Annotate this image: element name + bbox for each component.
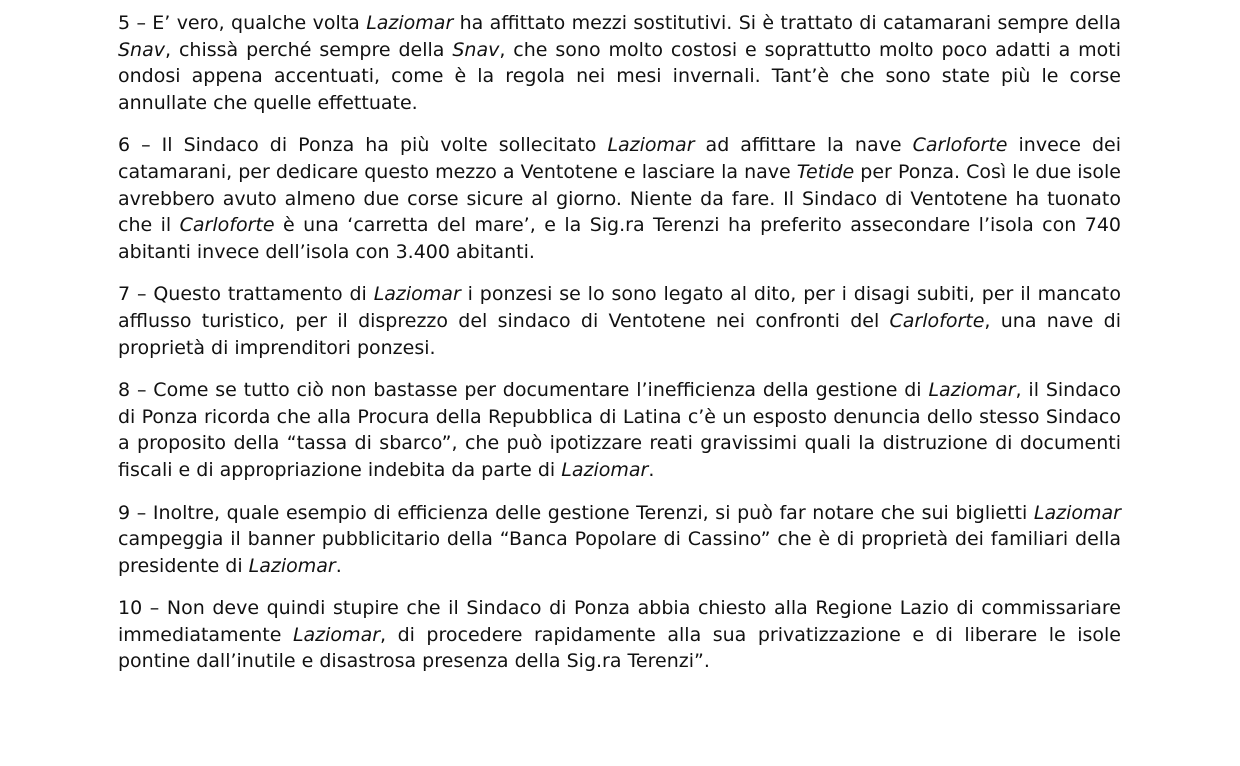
text-segment: campeggia il banner pubblicitario della “Banca Popolare di Cassino” che è di proprietà dei familiari della presidente di [118,528,1121,577]
text-segment: ha affittato mezzi sostitutivi. Si è trattato di catamarani sempre della [453,12,1121,34]
text-segment: 7 – Questo trattamento di [118,283,374,306]
italic-segment: Carloforte [912,134,1008,157]
paragraph-6 [118,132,1121,265]
text-segment: , di procedere rapidamente alla sua privatizzazione e di liberare le isole pontine dall’inutile e disastrosa presenza della Sig.ra Terenzi”. [118,623,1121,673]
italic-segment: Laziomar [928,379,1016,402]
italic-segment: Laziomar [1033,501,1121,524]
text-segment: 10 – Non deve quindi stupire che il Sindaco di Ponza abbia chiesto alla Regione Lazio di commissariare immediatamente [118,597,1121,646]
italic-segment: Laziomar [248,554,336,577]
italic-segment: Snav [452,38,500,61]
italic-segment: Laziomar [607,134,695,157]
text-segment: , una nave di proprietà di imprenditori ponzesi. [118,309,1121,359]
text-segment: è una ‘carretta del mare’, e la Sig.ra Terenzi ha preferito assecondare l’isola con 740 abitanti invece dell’isola con 3.400 abitanti. [118,214,1121,263]
text-segment: per Ponza. Così le due isole avrebbero avuto almeno due corse sicure al giorno. Niente da fare. Il Sindaco di Ventotene ha tuonato che il [118,160,1121,237]
text-segment: . [335,554,342,577]
paragraph-7 [118,281,1121,361]
text-segment: 9 – Inoltre, quale esempio di efficienza delle gestione Terenzi, si può far notare che sui biglietti [118,501,1034,524]
text-segment: , che sono molto costosi e soprattutto molto poco adatti a moti ondosi appena accentuati, come è la regola nei mesi invernali. Tant’è che sono state più le corse annullate che quelle effettuate. [118,38,1121,114]
document-page [118,10,1121,675]
paragraph-9 [118,500,1121,580]
italic-segment: Snav [118,38,165,61]
italic-segment: Carloforte [889,309,985,332]
italic-segment: Carloforte [179,214,275,237]
italic-segment: Tetide [796,160,855,183]
italic-segment: Laziomar [373,283,461,306]
text-segment: i ponzesi se lo sono legato al dito, per i disagi subiti, per il mancato afflusso turistico, per il disprezzo del sindaco di Ventotene nei confronti del [118,283,1122,332]
paragraph-8 [118,377,1121,483]
text-segment: 6 – Il Sindaco di Ponza ha più volte sollecitato [118,134,608,157]
text-segment: , il Sindaco di Ponza ricorda che alla Procura della Repubblica di Latina c’è un esposto denuncia dello stesso Sindaco a proposito della “tassa di sbarco”, che può ipotizzare reati gravissimi quali la distruzione di documenti fiscali e di appropriazione indebita da parte di [118,379,1121,481]
text-segment: 8 – Come se tutto ciò non bastasse per documentare l’inefficienza della gestione di [118,379,929,402]
text-segment: . [648,458,655,481]
italic-segment: Laziomar [561,458,649,481]
paragraph-5 [118,10,1121,116]
text-segment: 5 – E’ vero, qualche volta [118,12,367,34]
text-segment: ad affittare la nave [694,134,913,157]
text-segment: , chissà perché sempre della [165,38,453,61]
italic-segment: Laziomar [366,12,454,34]
paragraph-10 [118,595,1121,675]
italic-segment: Laziomar [292,623,381,646]
text-segment: invece dei catamarani, per dedicare questo mezzo a Ventotene e lasciare la nave [118,134,1121,183]
